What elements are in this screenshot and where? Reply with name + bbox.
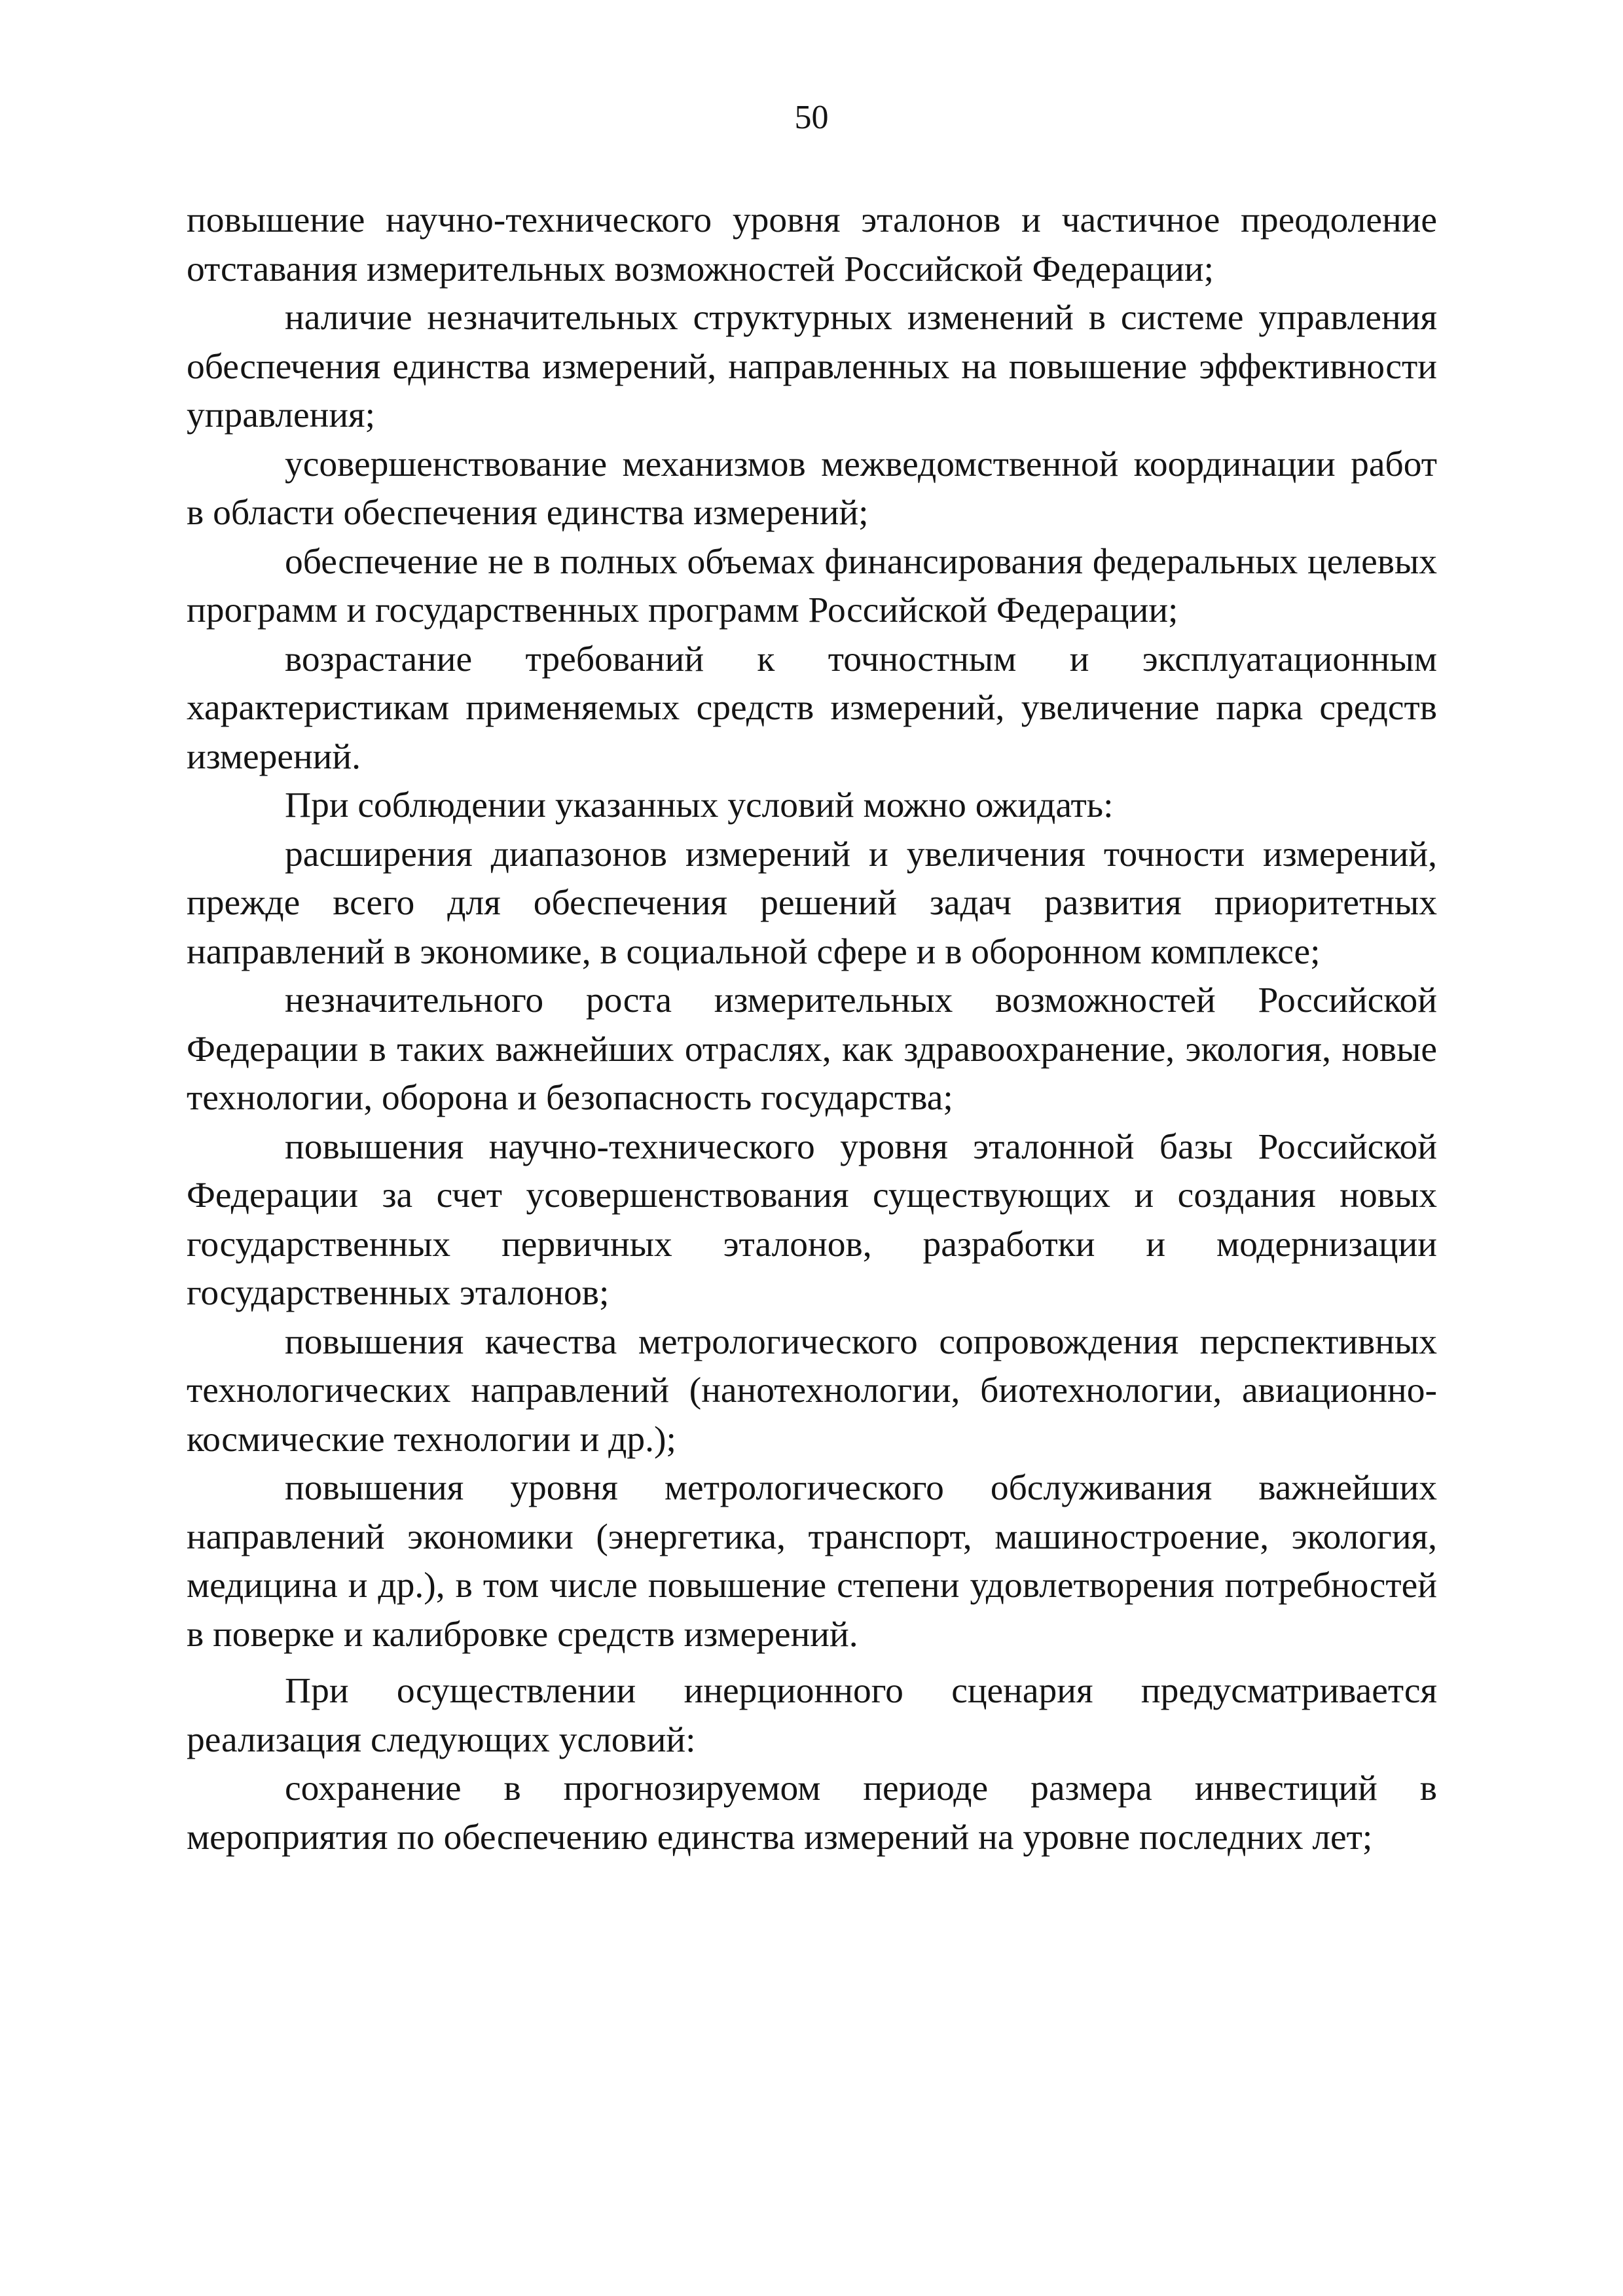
- page-number: 50: [794, 99, 829, 136]
- paragraph-6: При соблюдении указанных условий можно ожидать:: [285, 785, 1114, 825]
- body-text: [187, 196, 1437, 1862]
- paragraph-11: повышения уровня метрологического обслуживания важнейших направлений экономики (энергетика, транспорт, машиностроение, экология, медицина и др.), в том числе повышение степени удовлетворения потребностей в поверке и калибровке средств измерений.: [187, 1468, 1437, 1655]
- paragraph-5: возрастание требований к точностным и эксплуатационным характеристикам применяемых средств измерений, увеличение парка средств измерений.: [187, 639, 1437, 777]
- paragraph-12: При осуществлении инерционного сценария предусматривается реализация следующих условий:: [187, 1671, 1437, 1760]
- paragraph-4: обеспечение не в полных объемах финансирования федеральных целевых программ и государственных программ Российской Федерации;: [187, 541, 1437, 630]
- paragraph-10: повышения качества метрологического сопровождения перспективных технологических направлений (нанотехнологии, биотехнологии, авиационно-космические технологии и др.);: [187, 1321, 1437, 1460]
- paragraph-13: сохранение в прогнозируемом периоде размера инвестиций в мероприятия по обеспечению единства измерений на уровне последних лет;: [187, 1768, 1437, 1857]
- paragraph-7: расширения диапазонов измерений и увеличения точности измерений, прежде всего для обеспечения решений задач развития приоритетных направлений в экономике, в социальной сфере и в оборонном комплексе;: [187, 834, 1437, 972]
- paragraph-3: усовершенствование механизмов межведомственной координации работ в области обеспечения единства измерений;: [187, 444, 1437, 533]
- paragraph-9: повышения научно-технического уровня эталонной базы Российской Федерации за счет усовершенствования существующих и создания новых государственных первичных эталонов, разработки и модернизации государственных эталонов;: [187, 1126, 1437, 1313]
- paragraph-2: наличие незначительных структурных изменений в системе управления обеспечения единства измерений, направленных на повышение эффективности управления;: [187, 298, 1437, 435]
- paragraph-8: незначительного роста измерительных возможностей Российской Федерации в таких важнейших отраслях, как здравоохранение, экология, новые технологии, оборона и безопасность государства;: [187, 980, 1437, 1118]
- paragraph-1: повышение научно-технического уровня эталонов и частичное преодоление отставания измерительных возможностей Российской Федерации;: [187, 200, 1437, 289]
